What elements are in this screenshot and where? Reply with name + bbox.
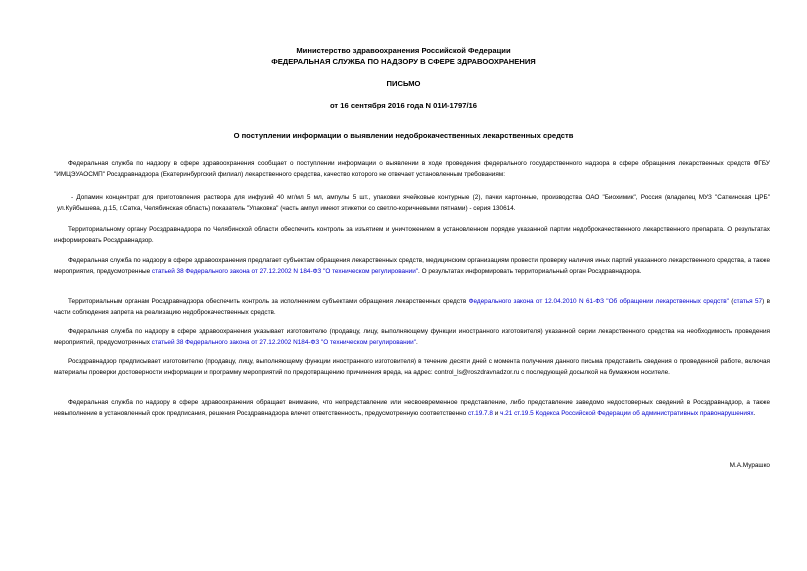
document-type: ПИСЬМО (386, 79, 421, 88)
paragraph-8 (54, 398, 770, 419)
law-184-link-2[interactable]: статьей 38 Федерального закона от 27.12.2002 N184-ФЗ "О техническом регулировании" (151, 338, 417, 346)
paragraph-6-text-a: Федеральная служба по надзору в сфере здравоохранения указывает изготовителю (продавцу, лицу, выполняющему функции иностранного изготовителя) указанной серии лекарственного средства на необходимость проведения мероприятий, предусмотренных (54, 328, 770, 346)
document-date-number: от 16 сентября 2016 года N 01И-1797/16 (329, 101, 478, 110)
paragraph-8-text-b: . (753, 409, 756, 417)
paragraph-3: Территориальному органу Росздравнадзора по Челябинской области обеспечить контроль за изъятием и уничтожением в установленном порядке указанной партии недоброкачественного лекарственного препарата. О результатах информировать Росздравнадзор. (54, 226, 770, 244)
paragraph-2: - Допамин концентрат для приготовления раствора для инфузий 40 мг/мл 5 мл, ампулы 5 шт., упаковки ячейковые контурные (2), пачки картонные, производства ОАО "Биохимик", Россия (владелец МУЗ "Саткинская ЦРБ" ул.Куйбышева, д.15, г.Сатка, Челябинская область) показатель "Упаковка" (часть ампул имеют этикетки со светло-коричневыми пятнами) - серия 130614. (57, 194, 770, 212)
signature: М.А.Мурашко (729, 462, 770, 469)
paragraph-8-text-a: Федеральная служба по надзору в сфере здравоохранения обращает внимание, что непредставление или несвоевременное представление, либо представление заведомо недостоверных сведений в Росздравнадзор, а также невыполнение в установленный срок предписания, решения Росздравнадзора влечет ответственность, предусмотренную соответственно (54, 399, 770, 417)
paragraph-8-text-mid: и (492, 409, 501, 417)
paragraph-4-text-b: . О результатах информировать территориальный орган Росздравнадзора. (418, 267, 642, 275)
article-57-link[interactable]: статья 57 (733, 298, 763, 305)
paragraph-4 (54, 256, 770, 277)
law-184-link[interactable]: статьей 38 Федерального закона от 27.12.2002 N 184-ФЗ "О техническом регулировании" (151, 267, 419, 275)
paragraph-7: Росздравнадзор предписывает изготовителю (продавцу, лицу, выполняющему функции иностранного изготовителя) в течение десяти дней с момента получения данного письма представить сведения о проведенной работе, включая материалы проверки достоверности информации и программу мероприятий по предотвращению причинения вреда, на адрес: control_ls@roszdravnadzor.ru с последующей досылкой на бумажном носителе. (54, 358, 770, 376)
paragraph-5-text-b: ) в части соблюдения запрета на реализацию недоброкачественных средств. (54, 298, 771, 316)
koap-article-19-7-8-link[interactable]: ст.19.7.8 (467, 409, 493, 417)
ministry-title: Министерство здравоохранения Российской Федерации (296, 46, 511, 55)
paragraph-5-text-a: Территориальным органам Росздравнадзора обеспечить контроль за исполнением субъектами обращения лекарственных средств (68, 298, 469, 305)
service-title: ФЕДЕРАЛЬНАЯ СЛУЖБА ПО НАДЗОРУ В СФЕРЕ ЗДРАВООХРАНЕНИЯ (271, 57, 536, 66)
paragraph-5-text-mid: ( (728, 298, 734, 305)
paragraph-4-text-a: Федеральная служба по надзору в сфере здравоохранения предлагает субъектам обращения лекарственных средств, медицинским организациям провести проверку наличия иных партий указанного лекарственного средства, а также мероприятия, предусмотренные (54, 257, 770, 275)
koap-article-19-5-link[interactable]: ч.21 ст.19.5 Кодекса Российской Федерации об административных правонарушениях (500, 409, 754, 417)
paragraph-1: Федеральная служба по надзору в сфере здравоохранения сообщает о поступлении информации о выявлении в ходе проведения федерального государственного надзора в сфере обращения лекарственных средств ФГБУ "ИМЦЭУАОСМП" Росздравнадзора (Екатеринбургский филиал) лекарственного средства, качество которого не отвечает установленным требованиям: (54, 160, 770, 178)
paragraph-6 (54, 327, 770, 348)
paragraph-5 (54, 297, 770, 318)
paragraph-6-text-b: . (416, 338, 418, 346)
document-subject: О поступлении информации о выявлении недоброкачественных лекарственных средств (233, 131, 574, 140)
law-61-link[interactable]: Федерального закона от 12.04.2010 N 61-ФЗ "Об обращении лекарственных средств" (468, 298, 729, 305)
